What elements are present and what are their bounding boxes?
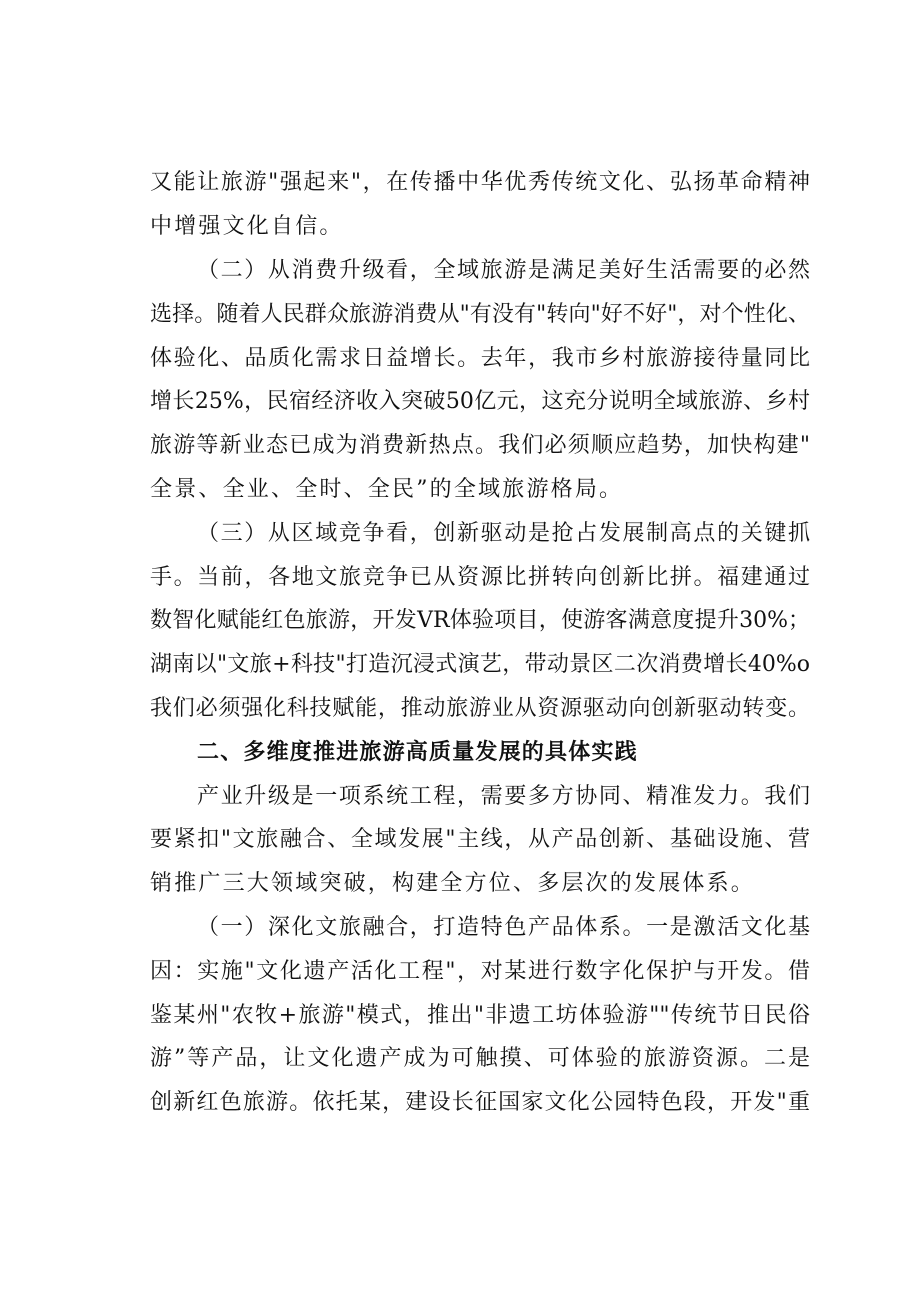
text-line: 我们必须强化科技赋能，推动旅游业从资源驱动向创新驱动转变。 — [150, 696, 810, 721]
paragraph-start-line: 产业升级是一项系统工程，需要多方协同、精准发力。我们 — [197, 784, 810, 809]
text-line: 又能让旅游"强起来"，在传播中华优秀传统文化、弘扬革命精神 — [150, 170, 810, 195]
text-line: 全景、全业、全时、全民”的全域旅游格局。 — [150, 477, 624, 502]
paragraph-start-line: （二）从消费升级看，全域旅游是满足美好生活需要的必然 — [197, 258, 810, 283]
text-line: 选择。随着人民群众旅游消费从"有没有"转向"好不好"，对个性化、 — [150, 302, 810, 327]
text-line: 体验化、品质化需求日益增长。去年，我市乡村旅游接待量同比 — [150, 346, 810, 371]
text-line: 数智化赋能红色旅游，开发VR体验项目，使游客满意度提升30%； — [150, 608, 810, 633]
text-line: 游”等产品，让文化遗产成为可触摸、可体验的旅游资源。二是 — [150, 1046, 810, 1071]
text-line: 因：实施"文化遗产活化工程"，对某进行数字化保护与开发。借 — [150, 959, 810, 984]
section-heading: 二、多维度推进旅游高质量发展的具体实践 — [197, 740, 638, 765]
text-line: 旅游等新业态已成为消费新热点。我们必须顺应趋势，加快构建" — [150, 433, 810, 458]
text-line: 销推广三大领域突破，构建全方位、多层次的发展体系。 — [150, 871, 756, 896]
paragraph-start-line: （三）从区域竞争看，创新驱动是抢占发展制高点的关键抓 — [197, 521, 810, 546]
text-line: 手。当前，各地文旅竞争已从资源比拼转向创新比拼。福建通过 — [150, 565, 810, 590]
text-line: 鉴某州"农牧+旅游"模式，推出"非遗工坊体验游""传统节日民俗 — [150, 1003, 810, 1028]
text-line: 增长25%，民宿经济收入突破50亿元，这充分说明全域旅游、乡村 — [150, 389, 810, 414]
text-line: 湖南以"文旅+科技"打造沉浸式演艺，带动景区二次消费增长40%o — [150, 652, 810, 677]
text-line: 要紧扣"文旅融合、全域发展"主线，从产品创新、基础设施、营 — [150, 827, 810, 852]
paragraph-start-line: （一）深化文旅融合，打造特色产品体系。一是激活文化基 — [197, 915, 810, 940]
text-line: 中增强文化自信。 — [150, 214, 344, 239]
text-line: 创新红色旅游。依托某，建设长征国家文化公园特色段，开发"重 — [150, 1090, 810, 1115]
